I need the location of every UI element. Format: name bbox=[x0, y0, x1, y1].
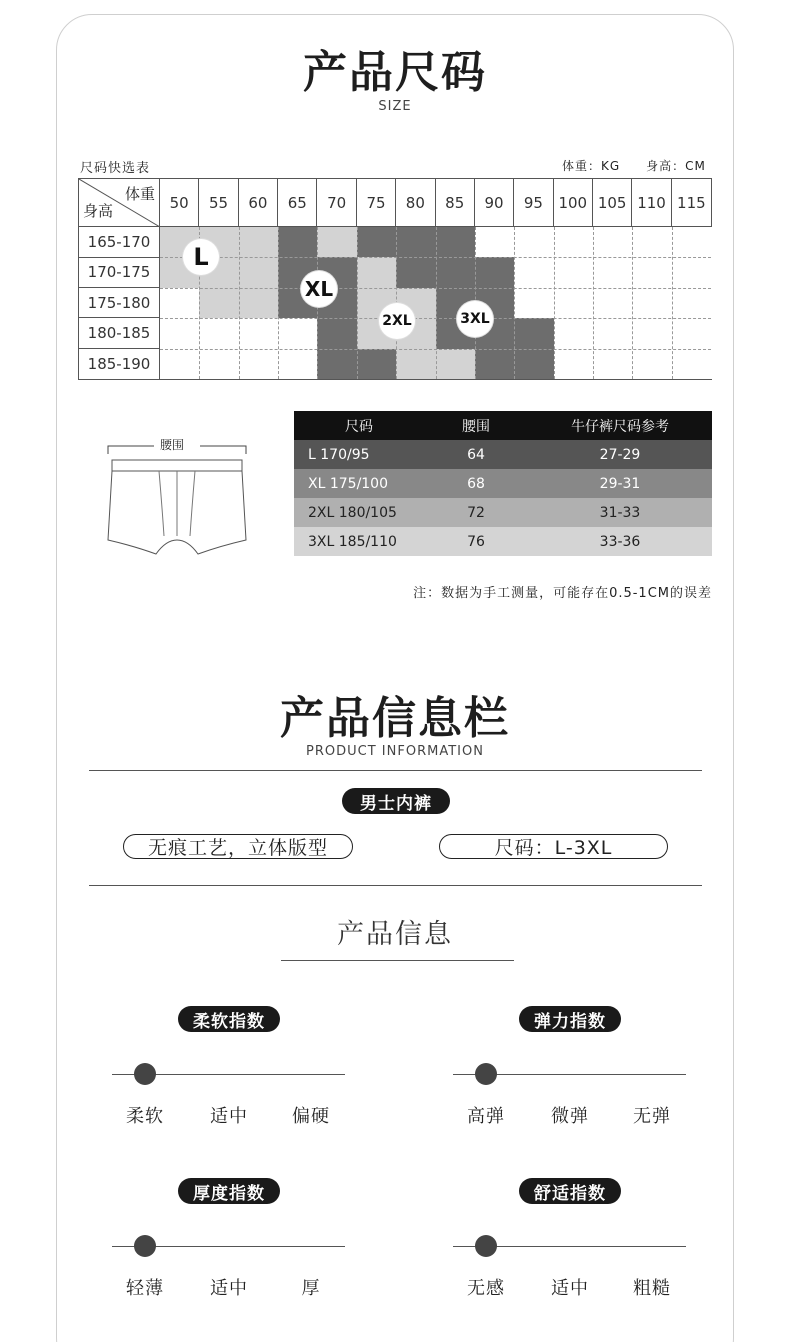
table-cell: 29-31 bbox=[599, 475, 641, 492]
grid-cell bbox=[160, 349, 200, 380]
index-indicator-knob bbox=[134, 1063, 156, 1085]
table-header bbox=[294, 411, 712, 440]
grid-cell bbox=[199, 318, 239, 349]
grid-cell bbox=[278, 318, 318, 349]
grid-cell bbox=[357, 349, 397, 380]
grid-cell bbox=[514, 257, 554, 288]
index-option-label: 无弹 bbox=[633, 1106, 671, 1127]
grid-dashed-hline bbox=[160, 349, 711, 350]
index-option-label: 粗糙 bbox=[633, 1278, 671, 1299]
grid-dashed-vline bbox=[239, 227, 240, 379]
grid-cell bbox=[514, 227, 554, 258]
waist-label: 腰围 bbox=[160, 438, 185, 452]
size-reference-table bbox=[294, 411, 712, 556]
table-cell: 33-36 bbox=[599, 533, 641, 550]
index-option-label: 轻薄 bbox=[126, 1278, 164, 1299]
weight-header-cell: 75 bbox=[357, 179, 396, 227]
info-title: 产品信息栏 bbox=[280, 693, 510, 744]
grid-cell bbox=[672, 227, 712, 258]
units-label: 体重：KG 身高：CM bbox=[562, 159, 706, 173]
index-badge: 弹力指数 bbox=[519, 1006, 621, 1032]
weight-header-cell: 105 bbox=[593, 179, 632, 227]
grid-dashed-hline bbox=[160, 288, 711, 289]
grid-dashed-vline bbox=[554, 227, 555, 379]
subtitle-underline bbox=[281, 960, 514, 961]
table-cell: XL 175/100 bbox=[308, 475, 389, 492]
grid-dashed-vline bbox=[436, 227, 437, 379]
weight-header-cell: 95 bbox=[514, 179, 553, 227]
weight-header-cell: 85 bbox=[436, 179, 475, 227]
table-row bbox=[294, 440, 712, 469]
grid-cell bbox=[396, 349, 436, 380]
height-row-label: 185-190 bbox=[79, 349, 160, 380]
weight-header-cell: 60 bbox=[239, 179, 278, 227]
index-option-label: 高弹 bbox=[467, 1106, 505, 1127]
grid-cell bbox=[357, 227, 397, 258]
index-option-label: 偏硬 bbox=[292, 1106, 330, 1127]
grid-cell bbox=[199, 349, 239, 380]
grid-cell bbox=[239, 349, 279, 380]
index-option-label: 适中 bbox=[210, 1278, 248, 1299]
table-cell: 3XL 185/110 bbox=[308, 533, 397, 550]
index-badge: 舒适指数 bbox=[519, 1178, 621, 1204]
height-row-label: 165-170 bbox=[79, 227, 160, 258]
table-cell: 2XL 180/105 bbox=[308, 504, 397, 521]
index-option-label: 微弹 bbox=[551, 1106, 589, 1127]
grid-cell bbox=[475, 349, 515, 380]
size-zone-badge: XL bbox=[301, 271, 337, 307]
grid-cell bbox=[475, 257, 515, 288]
quick-table-label: 尺码快选表 bbox=[80, 161, 151, 176]
grid-cell bbox=[278, 227, 318, 258]
size-zone-badge: 3XL bbox=[457, 301, 493, 337]
grid-cell bbox=[632, 318, 672, 349]
size-range-tag: 尺码：L-3XL bbox=[439, 834, 668, 859]
grid-cell bbox=[317, 227, 357, 258]
grid-cell bbox=[436, 257, 476, 288]
weight-header-cell: 115 bbox=[677, 194, 706, 212]
table-cell: 31-33 bbox=[599, 504, 641, 521]
grid-cell bbox=[554, 257, 594, 288]
grid-cell bbox=[475, 227, 515, 258]
grid-cell bbox=[396, 227, 436, 258]
grid-cell bbox=[436, 349, 476, 380]
index-badge: 厚度指数 bbox=[178, 1178, 280, 1204]
grid-cell bbox=[160, 318, 200, 349]
table-cell: L 170/95 bbox=[308, 446, 370, 463]
height-row-label: 180-185 bbox=[79, 318, 160, 349]
grid-cell bbox=[593, 349, 633, 380]
index-option-label: 无感 bbox=[467, 1278, 505, 1299]
weight-header-cell: 50 bbox=[160, 179, 199, 227]
weight-header-cell: 100 bbox=[554, 179, 593, 227]
grid-dashed-hline bbox=[160, 257, 711, 258]
grid-cell bbox=[514, 349, 554, 380]
table-cell: 腰围 bbox=[462, 418, 490, 435]
grid-dashed-vline bbox=[632, 227, 633, 379]
table-cell: 68 bbox=[467, 475, 485, 492]
table-row bbox=[294, 469, 712, 498]
size-grid bbox=[78, 178, 712, 380]
grid-cell bbox=[593, 227, 633, 258]
index-option-label: 适中 bbox=[210, 1106, 248, 1127]
grid-cell bbox=[554, 349, 594, 380]
grid-cell bbox=[632, 288, 672, 319]
info-subtitle: PRODUCT INFORMATION bbox=[306, 744, 484, 759]
grid-cell bbox=[357, 257, 397, 288]
grid-cell bbox=[672, 318, 712, 349]
index-badge: 柔软指数 bbox=[178, 1006, 280, 1032]
table-cell: 64 bbox=[467, 446, 485, 463]
table-cell: 27-29 bbox=[599, 446, 641, 463]
grid-cell bbox=[160, 288, 200, 319]
weight-header-cell: 90 bbox=[475, 179, 514, 227]
grid-cell bbox=[239, 257, 279, 288]
weight-header-cell: 80 bbox=[396, 179, 435, 227]
weight-header-cell: 65 bbox=[278, 179, 317, 227]
size-zone-badge: 2XL bbox=[379, 303, 415, 339]
feature-tag: 无痕工艺，立体版型 bbox=[123, 834, 353, 859]
index-option-label: 柔软 bbox=[126, 1106, 164, 1127]
measurement-note: 注：数据为手工测量，可能存在0.5-1CM的误差 bbox=[413, 586, 712, 601]
size-subtitle: SIZE bbox=[378, 99, 412, 114]
grid-cell bbox=[199, 288, 239, 319]
weight-header-cell: 70 bbox=[317, 179, 356, 227]
table-row bbox=[294, 527, 712, 556]
table-row bbox=[294, 498, 712, 527]
grid-dashed-vline bbox=[593, 227, 594, 379]
grid-cell bbox=[514, 318, 554, 349]
grid-cell bbox=[554, 288, 594, 319]
briefs-illustration bbox=[104, 436, 250, 560]
grid-cell bbox=[317, 318, 357, 349]
waist-diagram bbox=[104, 436, 250, 560]
grid-cell bbox=[593, 257, 633, 288]
grid-cell bbox=[239, 288, 279, 319]
weight-header-cell: 110 bbox=[632, 179, 671, 227]
grid-cell bbox=[632, 227, 672, 258]
corner-weight-label: 体重 bbox=[124, 185, 155, 203]
grid-dashed-vline bbox=[514, 227, 515, 379]
size-zone-badge: L bbox=[183, 239, 219, 275]
index-option-label: 适中 bbox=[551, 1278, 589, 1299]
weight-header-cell: 55 bbox=[199, 179, 238, 227]
grid-dashed-hline bbox=[160, 318, 711, 319]
grid-dashed-vline bbox=[672, 227, 673, 379]
grid-cell bbox=[317, 349, 357, 380]
height-row-label: 170-175 bbox=[79, 257, 160, 288]
grid-cell bbox=[436, 227, 476, 258]
grid-cell bbox=[593, 318, 633, 349]
height-row-label: 175-180 bbox=[79, 288, 160, 319]
grid-corner bbox=[79, 179, 160, 227]
table-cell: 76 bbox=[467, 533, 485, 550]
divider-bottom bbox=[89, 885, 702, 886]
table-cell: 尺码 bbox=[345, 418, 373, 435]
grid-cell bbox=[278, 349, 318, 380]
index-indicator-knob bbox=[134, 1235, 156, 1257]
table-cell: 牛仔裤尺码参考 bbox=[571, 418, 669, 435]
grid-cell bbox=[554, 318, 594, 349]
grid-cell bbox=[672, 288, 712, 319]
grid-cell bbox=[672, 257, 712, 288]
grid-dashed-vline bbox=[278, 227, 279, 379]
size-title: 产品尺码 bbox=[303, 47, 487, 98]
grid-cell bbox=[632, 349, 672, 380]
divider-top bbox=[89, 770, 702, 771]
product-name-badge: 男士内裤 bbox=[342, 788, 450, 814]
grid-cell bbox=[672, 349, 712, 380]
grid-dashed-vline bbox=[357, 227, 358, 379]
grid-cell bbox=[593, 288, 633, 319]
grid-cell bbox=[554, 227, 594, 258]
product-info-subtitle: 产品信息 bbox=[337, 919, 453, 950]
index-indicator-knob bbox=[475, 1235, 497, 1257]
grid-cell bbox=[396, 257, 436, 288]
corner-height-label: 身高 bbox=[83, 202, 114, 220]
index-indicator-knob bbox=[475, 1063, 497, 1085]
table-cell: 72 bbox=[467, 504, 485, 521]
grid-cell bbox=[239, 318, 279, 349]
grid-cell bbox=[239, 227, 279, 258]
index-option-label: 厚 bbox=[301, 1278, 321, 1299]
grid-cell bbox=[514, 288, 554, 319]
grid-cell bbox=[632, 257, 672, 288]
